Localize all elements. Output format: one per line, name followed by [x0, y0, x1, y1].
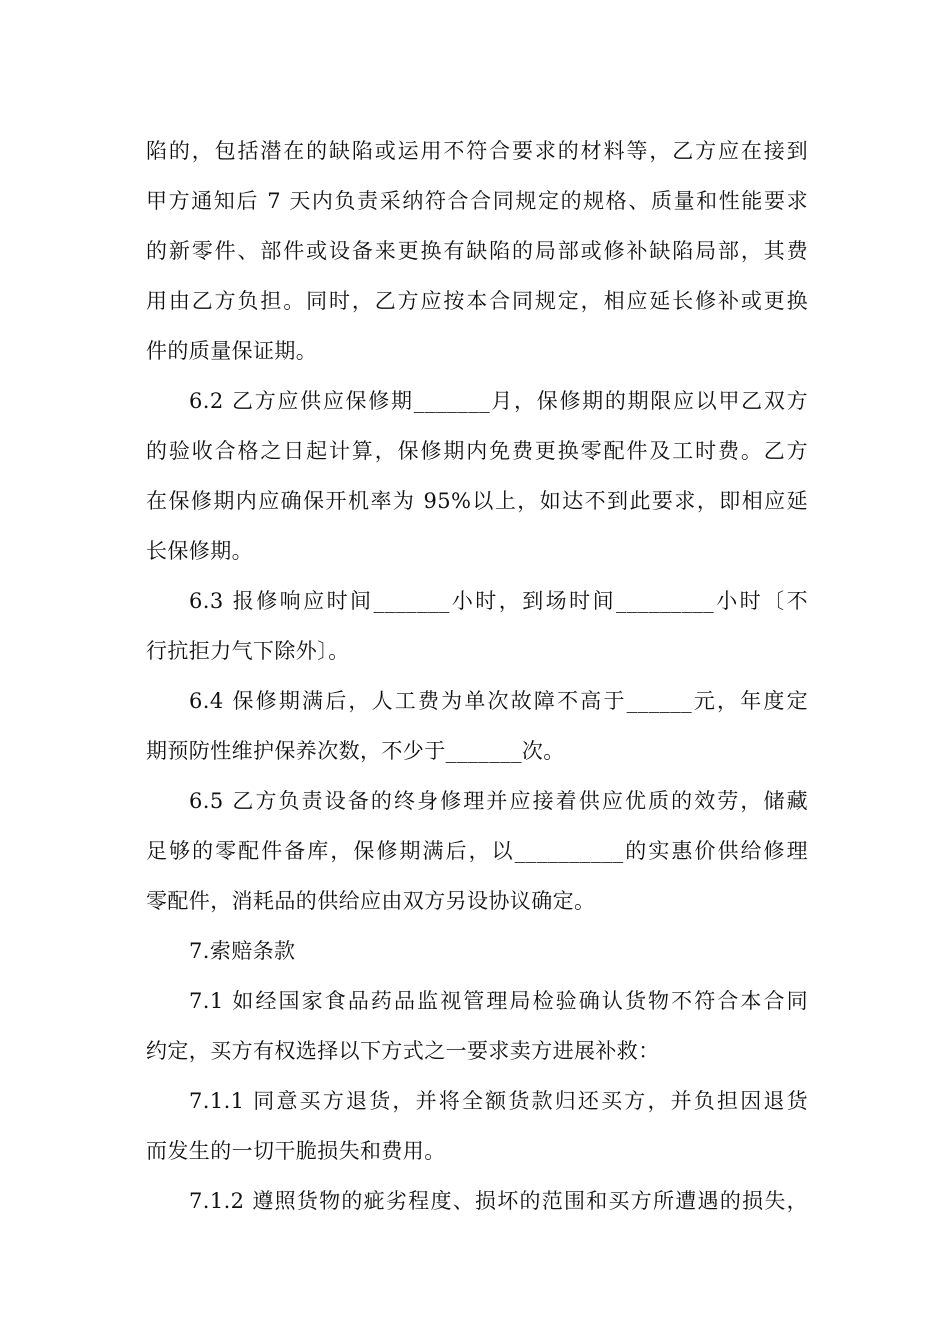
text-line: 用由乙方负担。同时，乙方应按本合同规定，相应延长修补或更换: [146, 289, 808, 313]
clause-6-2: 6.2 乙方应供应保修期_______月，保修期的期限应以甲乙双方: [189, 389, 808, 413]
section-heading-7: 7.索赔条款: [189, 939, 296, 963]
text-line: 期预防性维护保养次数，不少于_______次。: [146, 739, 565, 763]
clause-7-1: 7.1 如经国家食品药品监视管理局检验确认货物不符合本合同: [189, 989, 808, 1013]
clause-7-1-2: 7.1.2 遵照货物的疵劣程度、损坏的范围和买方所遭遇的损失，: [189, 1189, 808, 1213]
text-line: 陷的，包括潜在的缺陷或运用不符合要求的材料等，乙方应在接到: [146, 139, 808, 163]
text-line: 行抗拒力气下除外〕。: [146, 639, 350, 663]
text-line: 而发生的一切干脆损失和费用。: [146, 1139, 446, 1163]
clause-6-3: 6.3 报修响应时间_______小时，到场时间_________小时〔不: [189, 589, 808, 613]
text-line: 零配件，消耗品的供给应由双方另设协议确定。: [146, 889, 596, 913]
text-line: 足够的零配件备库，保修期满后，以__________的实惠价供给修理: [146, 839, 808, 863]
text-line: 约定，买方有权选择以下方式之一要求卖方进展补救：: [146, 1039, 660, 1063]
clause-7-1-1: 7.1.1 同意买方退货，并将全额货款归还买方，并负担因退货: [189, 1089, 808, 1113]
text-line: 件的质量保证期。: [146, 339, 318, 363]
text-line: 的验收合格之日起计算，保修期内免费更换零配件及工时费。乙方: [146, 439, 808, 463]
text-line: 甲方通知后 7 天内负责采纳符合合同规定的规格、质量和性能要求: [146, 189, 808, 213]
text-line: 在保修期内应确保开机率为 95%以上，如达不到此要求，即相应延: [146, 489, 808, 513]
clause-6-5: 6.5 乙方负责设备的终身修理并应接着供应优质的效劳，储藏: [189, 789, 808, 813]
text-line: 的新零件、部件或设备来更换有缺陷的局部或修补缺陷局部，其费: [146, 239, 808, 263]
clause-6-4: 6.4 保修期满后，人工费为单次故障不高于______元，年度定: [189, 689, 808, 713]
text-line: 长保修期。: [146, 539, 253, 563]
